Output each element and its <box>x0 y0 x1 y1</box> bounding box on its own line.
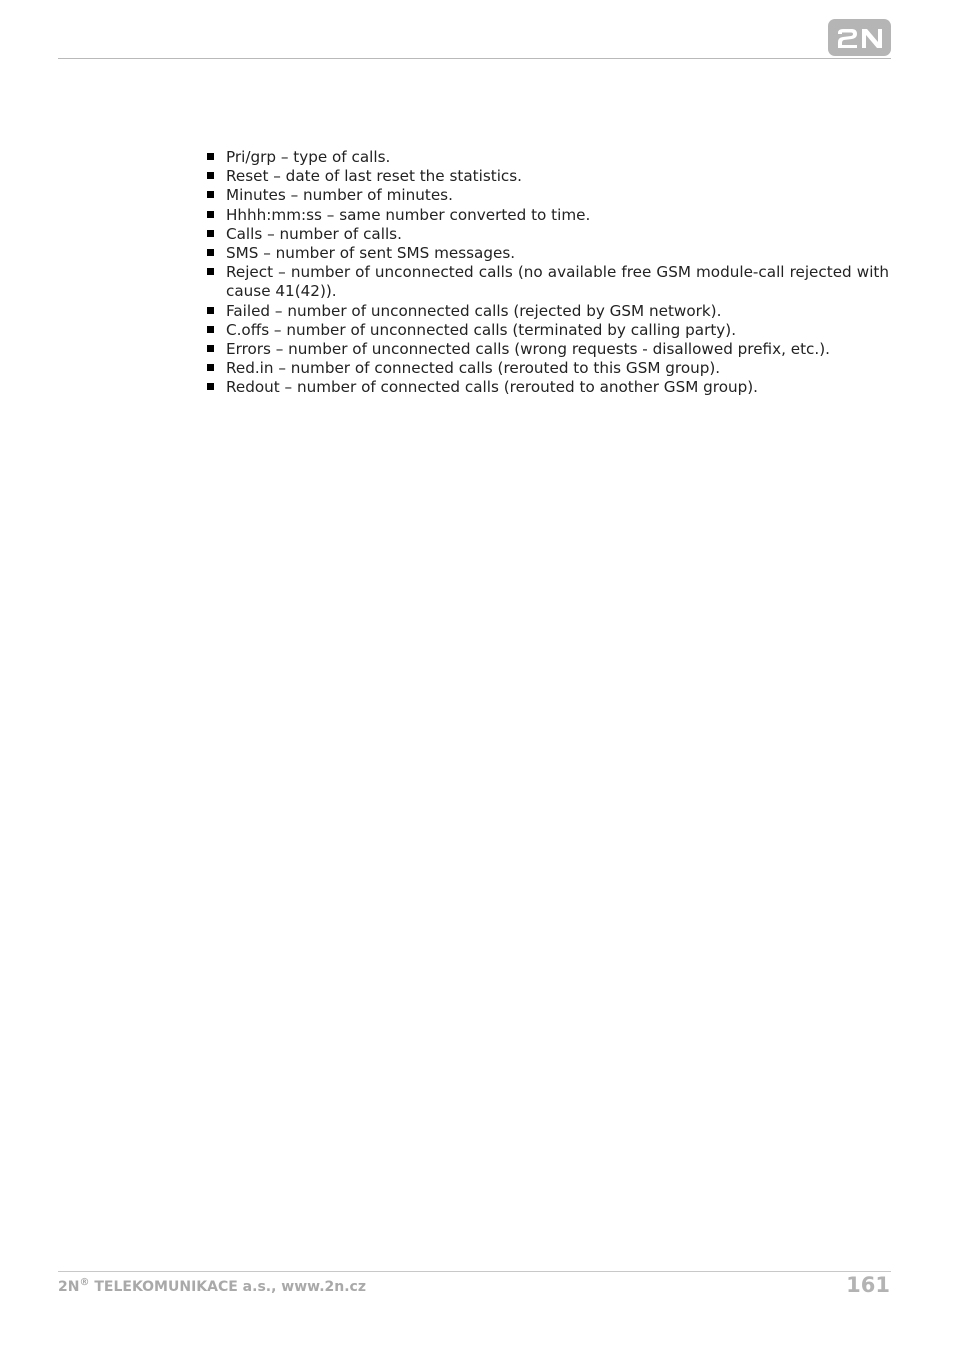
square-bullet-icon <box>207 230 214 237</box>
footer-company <box>58 1279 366 1295</box>
page-number: 161 <box>846 1273 890 1297</box>
square-bullet-icon <box>207 326 214 333</box>
square-bullet-icon <box>207 249 214 256</box>
list-item <box>206 206 889 225</box>
list-item <box>206 378 889 397</box>
list-item-text: Failed – number of unconnected calls (rejected by GSM network). <box>226 301 722 320</box>
list-item-text: Hhhh:mm:ss – same number converted to time. <box>226 205 591 224</box>
list-item-text: SMS – number of sent SMS messages. <box>226 244 516 263</box>
list-item-text: Reset – date of last reset the statistics. <box>226 167 523 186</box>
square-bullet-icon <box>207 364 214 371</box>
list-item-text: Calls – number of calls. <box>226 224 402 243</box>
list-item-text: Red.in – number of connected calls (rerouted to this GSM group). <box>226 359 721 378</box>
list-item <box>206 148 889 167</box>
list-item <box>206 340 889 359</box>
square-bullet-icon <box>207 268 214 275</box>
list-item-text: Reject – number of unconnected calls (no available free GSM module-call rejected with cause 41(42)). <box>226 263 889 301</box>
square-bullet-icon <box>207 191 214 198</box>
list-item <box>206 186 889 205</box>
list-item-text: Errors – number of unconnected calls (wrong requests - disallowed prefix, etc.). <box>226 340 830 359</box>
list-item-text: Minutes – number of minutes. <box>226 186 453 205</box>
square-bullet-icon <box>207 383 214 390</box>
list-item <box>206 302 889 321</box>
square-bullet-icon <box>207 172 214 179</box>
footer-company-text: TELEKOMUNIKACE a.s., www.2n.cz <box>89 1279 366 1295</box>
list-item <box>206 225 889 244</box>
list-item-text: Pri/grp – type of calls. <box>226 148 391 166</box>
header-divider <box>58 58 891 59</box>
list-item-text: Redout – number of connected calls (rerouted to another GSM group). <box>226 378 759 397</box>
list-item <box>206 263 889 301</box>
list-item <box>206 359 889 378</box>
square-bullet-icon <box>207 153 214 160</box>
square-bullet-icon <box>207 345 214 352</box>
statistics-field-list <box>206 148 889 398</box>
square-bullet-icon <box>207 307 214 314</box>
square-bullet-icon <box>207 211 214 218</box>
list-item <box>206 321 889 340</box>
list-item <box>206 244 889 263</box>
list-item-text: C.offs – number of unconnected calls (terminated by calling party). <box>226 320 737 339</box>
footer-brand: 2N <box>58 1279 80 1295</box>
registered-mark: ® <box>79 1277 90 1288</box>
footer-divider <box>58 1271 891 1272</box>
brand-logo <box>828 19 891 56</box>
list-item <box>206 167 889 186</box>
2n-logo-icon <box>835 26 885 50</box>
